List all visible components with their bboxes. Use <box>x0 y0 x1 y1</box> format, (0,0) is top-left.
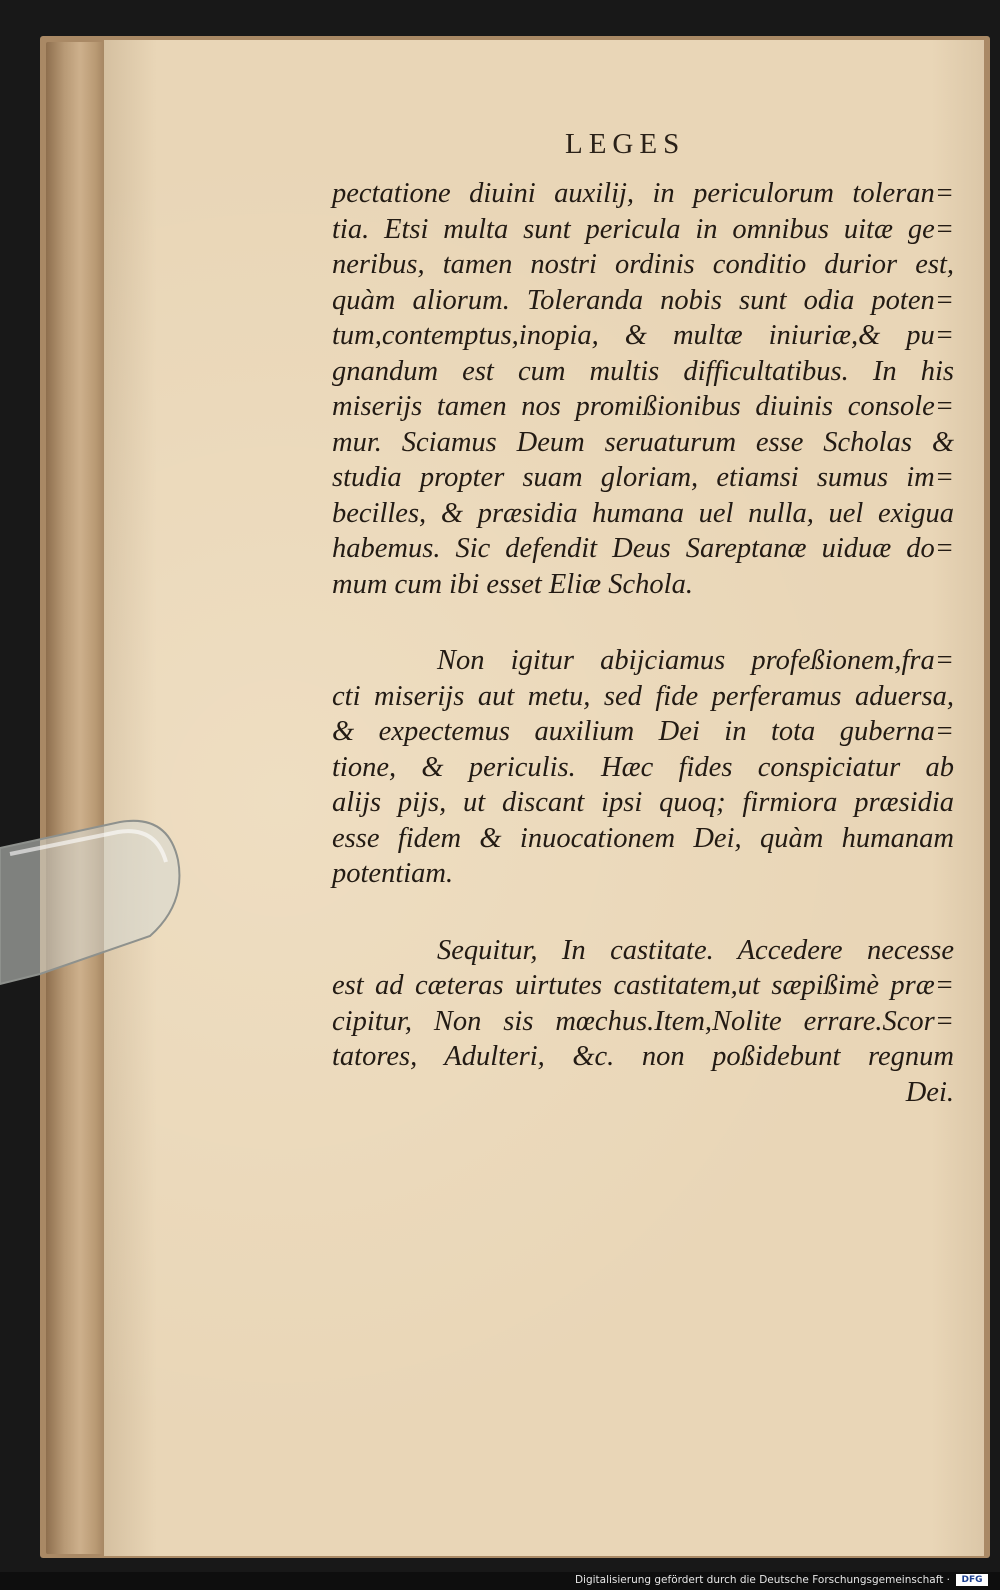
paragraph-gap <box>332 892 954 933</box>
text-line: gnandum est cum multis difficultatibus. In his <box>332 355 954 387</box>
text-line: pectatione diuini auxilij, in periculorum toleran= <box>332 178 954 209</box>
text-line: miserijs tamen nos promißionibus diuinis console= <box>332 391 954 422</box>
text-line: Sequitur, In castitate. Accedere necesse <box>437 934 954 966</box>
text-line: potentiam. <box>332 858 454 889</box>
text-line: mur. Sciamus Deum seruaturum esse Scholas & <box>332 426 954 458</box>
text-line: esse fidem & inuocationem Dei, quàm humanam <box>332 822 954 854</box>
text-line: studia propter suam gloriam, etiamsi sumus im= <box>332 462 954 493</box>
dfg-logo: DFG <box>956 1574 988 1586</box>
digitization-credit: Digitalisierung gefördert durch die Deutsche Forschungsgemeinschaft · <box>574 1574 950 1586</box>
text-line: mum cum ibi esset Eliæ Schola. <box>332 568 693 600</box>
catchword: Dei. <box>905 1076 954 1108</box>
text-line: alijs pijs, ut discant ipsi quoq; firmiora præsidia <box>332 787 954 818</box>
text-line: habemus. Sic defendit Deus Sareptanæ uiduæ do= <box>332 533 954 564</box>
text-line: Non igitur abijciamus profeßionem,fra= <box>437 645 954 676</box>
text-line: becilles, & præsidia humana uel nulla, uel exigua <box>332 497 954 529</box>
running-head: LEGES <box>565 128 686 160</box>
text-line: tione, & periculis. Hæc fides conspiciatur ab <box>332 751 954 783</box>
body-text <box>332 176 954 1110</box>
text-line: quàm aliorum. Toleranda nobis sunt odia poten= <box>332 284 954 316</box>
text-line: cipitur, Non sis mœchus.Item,Nolite errare.Scor= <box>332 1005 954 1037</box>
text-line: tum,contemptus,inopia, & multæ iniuriæ,& pu= <box>332 320 954 351</box>
paragraph-3 <box>332 933 954 1111</box>
plastic-page-clip <box>0 808 200 986</box>
text-line: & expectemus auxilium Dei in tota guberna= <box>332 716 954 747</box>
paragraph-2 <box>332 643 954 892</box>
paragraph-gap <box>332 602 954 643</box>
text-line: neribus, tamen nostri ordinis conditio durior est, <box>332 249 954 280</box>
page-edges <box>46 42 108 1554</box>
paragraph-1 <box>332 176 954 602</box>
text-line: est ad cæteras uirtutes castitatem,ut sæpißimè præ= <box>332 970 954 1001</box>
text-line: tia. Etsi multa sunt pericula in omnibus uitæ ge= <box>332 213 954 245</box>
text-line: cti miserijs aut metu, sed fide perferamus aduersa, <box>332 680 954 712</box>
text-line: tatores, Adulteri, &c. non poßidebunt regnum <box>332 1041 954 1072</box>
